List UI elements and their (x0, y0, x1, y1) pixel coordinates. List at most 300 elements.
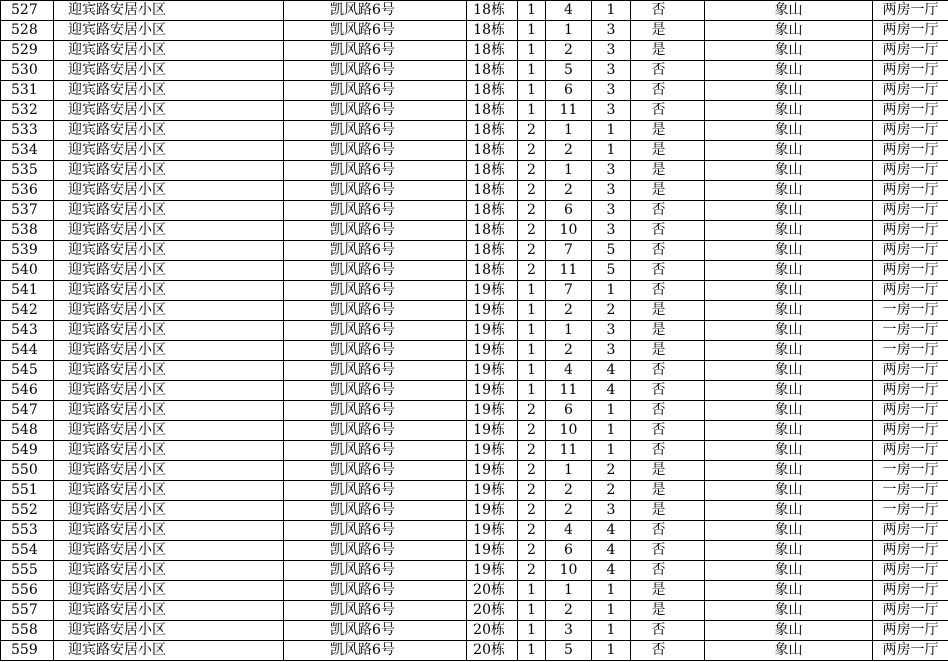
district-cell[interactable]: 象山 (705, 281, 873, 301)
table-row[interactable] (1, 221, 948, 241)
address-cell[interactable]: 凯风路6号 (284, 201, 467, 221)
layout-type-cell[interactable]: 一房一厅 (873, 461, 948, 481)
layout-type-cell[interactable]: 两房一厅 (873, 401, 948, 421)
layout-type-cell[interactable]: 两房一厅 (873, 61, 948, 81)
floor-cell[interactable]: 2 (546, 41, 592, 61)
floor-cell[interactable]: 2 (546, 141, 592, 161)
community-cell[interactable]: 迎宾路安居小区 (54, 141, 284, 161)
floor-cell[interactable]: 6 (546, 201, 592, 221)
table-row[interactable] (1, 541, 948, 561)
layout-type-cell[interactable]: 两房一厅 (873, 201, 948, 221)
community-cell[interactable]: 迎宾路安居小区 (54, 101, 284, 121)
address-cell[interactable]: 凯风路6号 (284, 221, 467, 241)
building-cell[interactable]: 19栋 (467, 341, 518, 361)
row-index-cell[interactable]: 528 (1, 21, 54, 41)
address-cell[interactable]: 凯风路6号 (284, 421, 467, 441)
flag-cell[interactable]: 是 (631, 141, 705, 161)
floor-cell[interactable]: 2 (546, 501, 592, 521)
address-cell[interactable]: 凯风路6号 (284, 141, 467, 161)
flag-cell[interactable]: 是 (631, 321, 705, 341)
row-index-cell[interactable]: 556 (1, 581, 54, 601)
row-index-cell[interactable]: 529 (1, 41, 54, 61)
table-row[interactable] (1, 141, 948, 161)
community-cell[interactable]: 迎宾路安居小区 (54, 521, 284, 541)
address-cell[interactable]: 凯风路6号 (284, 361, 467, 381)
floor-cell[interactable]: 4 (546, 1, 592, 21)
unit-cell[interactable]: 1 (518, 601, 546, 621)
room-cell[interactable]: 3 (592, 101, 631, 121)
building-cell[interactable]: 18栋 (467, 241, 518, 261)
layout-type-cell[interactable]: 两房一厅 (873, 281, 948, 301)
room-cell[interactable]: 1 (592, 441, 631, 461)
district-cell[interactable]: 象山 (705, 381, 873, 401)
district-cell[interactable]: 象山 (705, 481, 873, 501)
unit-cell[interactable]: 1 (518, 581, 546, 601)
district-cell[interactable]: 象山 (705, 341, 873, 361)
unit-cell[interactable]: 2 (518, 441, 546, 461)
floor-cell[interactable]: 2 (546, 341, 592, 361)
address-cell[interactable]: 凯风路6号 (284, 321, 467, 341)
layout-type-cell[interactable]: 两房一厅 (873, 221, 948, 241)
address-cell[interactable]: 凯风路6号 (284, 641, 467, 661)
building-cell[interactable]: 20栋 (467, 581, 518, 601)
flag-cell[interactable]: 否 (631, 281, 705, 301)
layout-type-cell[interactable]: 两房一厅 (873, 561, 948, 581)
layout-type-cell[interactable]: 两房一厅 (873, 621, 948, 641)
flag-cell[interactable]: 否 (631, 401, 705, 421)
floor-cell[interactable]: 1 (546, 21, 592, 41)
district-cell[interactable]: 象山 (705, 121, 873, 141)
flag-cell[interactable]: 是 (631, 501, 705, 521)
district-cell[interactable]: 象山 (705, 161, 873, 181)
flag-cell[interactable]: 否 (631, 241, 705, 261)
address-cell[interactable]: 凯风路6号 (284, 481, 467, 501)
table-row[interactable] (1, 1, 948, 21)
row-index-cell[interactable]: 542 (1, 301, 54, 321)
address-cell[interactable]: 凯风路6号 (284, 401, 467, 421)
table-row[interactable] (1, 261, 948, 281)
floor-cell[interactable]: 5 (546, 641, 592, 661)
room-cell[interactable]: 3 (592, 501, 631, 521)
address-cell[interactable]: 凯风路6号 (284, 581, 467, 601)
unit-cell[interactable]: 1 (518, 81, 546, 101)
address-cell[interactable]: 凯风路6号 (284, 101, 467, 121)
floor-cell[interactable]: 1 (546, 161, 592, 181)
room-cell[interactable]: 1 (592, 601, 631, 621)
district-cell[interactable]: 象山 (705, 41, 873, 61)
layout-type-cell[interactable]: 两房一厅 (873, 581, 948, 601)
table-row[interactable] (1, 201, 948, 221)
row-index-cell[interactable]: 533 (1, 121, 54, 141)
building-cell[interactable]: 19栋 (467, 321, 518, 341)
building-cell[interactable]: 19栋 (467, 441, 518, 461)
table-row[interactable] (1, 421, 948, 441)
address-cell[interactable]: 凯风路6号 (284, 161, 467, 181)
floor-cell[interactable]: 10 (546, 421, 592, 441)
district-cell[interactable]: 象山 (705, 141, 873, 161)
district-cell[interactable]: 象山 (705, 61, 873, 81)
row-index-cell[interactable]: 549 (1, 441, 54, 461)
room-cell[interactable]: 1 (592, 421, 631, 441)
address-cell[interactable]: 凯风路6号 (284, 521, 467, 541)
community-cell[interactable]: 迎宾路安居小区 (54, 221, 284, 241)
layout-type-cell[interactable]: 一房一厅 (873, 341, 948, 361)
floor-cell[interactable]: 5 (546, 61, 592, 81)
table-row[interactable] (1, 281, 948, 301)
flag-cell[interactable]: 是 (631, 461, 705, 481)
building-cell[interactable]: 19栋 (467, 301, 518, 321)
community-cell[interactable]: 迎宾路安居小区 (54, 401, 284, 421)
building-cell[interactable]: 18栋 (467, 221, 518, 241)
room-cell[interactable]: 1 (592, 581, 631, 601)
layout-type-cell[interactable]: 两房一厅 (873, 1, 948, 21)
layout-type-cell[interactable]: 两房一厅 (873, 241, 948, 261)
unit-cell[interactable]: 2 (518, 241, 546, 261)
row-index-cell[interactable]: 545 (1, 361, 54, 381)
district-cell[interactable]: 象山 (705, 421, 873, 441)
table-row[interactable] (1, 61, 948, 81)
flag-cell[interactable]: 否 (631, 381, 705, 401)
address-cell[interactable]: 凯风路6号 (284, 341, 467, 361)
building-cell[interactable]: 20栋 (467, 601, 518, 621)
building-cell[interactable]: 18栋 (467, 181, 518, 201)
flag-cell[interactable]: 是 (631, 161, 705, 181)
layout-type-cell[interactable]: 两房一厅 (873, 41, 948, 61)
unit-cell[interactable]: 2 (518, 141, 546, 161)
building-cell[interactable]: 18栋 (467, 201, 518, 221)
unit-cell[interactable]: 2 (518, 541, 546, 561)
floor-cell[interactable]: 6 (546, 81, 592, 101)
room-cell[interactable]: 1 (592, 281, 631, 301)
unit-cell[interactable]: 1 (518, 301, 546, 321)
building-cell[interactable]: 18栋 (467, 141, 518, 161)
floor-cell[interactable]: 10 (546, 561, 592, 581)
room-cell[interactable]: 1 (592, 1, 631, 21)
unit-cell[interactable]: 1 (518, 621, 546, 641)
building-cell[interactable]: 19栋 (467, 541, 518, 561)
floor-cell[interactable]: 2 (546, 601, 592, 621)
address-cell[interactable]: 凯风路6号 (284, 561, 467, 581)
building-cell[interactable]: 20栋 (467, 641, 518, 661)
room-cell[interactable]: 4 (592, 361, 631, 381)
community-cell[interactable]: 迎宾路安居小区 (54, 621, 284, 641)
layout-type-cell[interactable]: 一房一厅 (873, 301, 948, 321)
unit-cell[interactable]: 1 (518, 101, 546, 121)
community-cell[interactable]: 迎宾路安居小区 (54, 381, 284, 401)
room-cell[interactable]: 1 (592, 401, 631, 421)
district-cell[interactable]: 象山 (705, 521, 873, 541)
district-cell[interactable]: 象山 (705, 241, 873, 261)
district-cell[interactable]: 象山 (705, 541, 873, 561)
building-cell[interactable]: 19栋 (467, 481, 518, 501)
room-cell[interactable]: 3 (592, 21, 631, 41)
room-cell[interactable]: 5 (592, 261, 631, 281)
room-cell[interactable]: 5 (592, 241, 631, 261)
floor-cell[interactable]: 3 (546, 621, 592, 641)
flag-cell[interactable]: 否 (631, 101, 705, 121)
floor-cell[interactable]: 1 (546, 461, 592, 481)
community-cell[interactable]: 迎宾路安居小区 (54, 441, 284, 461)
building-cell[interactable]: 19栋 (467, 561, 518, 581)
address-cell[interactable]: 凯风路6号 (284, 601, 467, 621)
layout-type-cell[interactable]: 一房一厅 (873, 481, 948, 501)
table-row[interactable] (1, 561, 948, 581)
community-cell[interactable]: 迎宾路安居小区 (54, 461, 284, 481)
layout-type-cell[interactable]: 一房一厅 (873, 321, 948, 341)
flag-cell[interactable]: 否 (631, 521, 705, 541)
unit-cell[interactable]: 2 (518, 221, 546, 241)
table-row[interactable] (1, 341, 948, 361)
floor-cell[interactable]: 4 (546, 521, 592, 541)
address-cell[interactable]: 凯风路6号 (284, 121, 467, 141)
community-cell[interactable]: 迎宾路安居小区 (54, 181, 284, 201)
row-index-cell[interactable]: 558 (1, 621, 54, 641)
community-cell[interactable]: 迎宾路安居小区 (54, 161, 284, 181)
floor-cell[interactable]: 7 (546, 281, 592, 301)
flag-cell[interactable]: 否 (631, 441, 705, 461)
address-cell[interactable]: 凯风路6号 (284, 21, 467, 41)
unit-cell[interactable]: 1 (518, 321, 546, 341)
room-cell[interactable]: 1 (592, 121, 631, 141)
floor-cell[interactable]: 6 (546, 541, 592, 561)
layout-type-cell[interactable]: 两房一厅 (873, 361, 948, 381)
address-cell[interactable]: 凯风路6号 (284, 181, 467, 201)
row-index-cell[interactable]: 554 (1, 541, 54, 561)
address-cell[interactable]: 凯风路6号 (284, 81, 467, 101)
floor-cell[interactable]: 1 (546, 121, 592, 141)
building-cell[interactable]: 19栋 (467, 421, 518, 441)
building-cell[interactable]: 18栋 (467, 1, 518, 21)
row-index-cell[interactable]: 530 (1, 61, 54, 81)
address-cell[interactable]: 凯风路6号 (284, 441, 467, 461)
floor-cell[interactable]: 1 (546, 321, 592, 341)
row-index-cell[interactable]: 540 (1, 261, 54, 281)
layout-type-cell[interactable]: 一房一厅 (873, 501, 948, 521)
floor-cell[interactable]: 6 (546, 401, 592, 421)
community-cell[interactable]: 迎宾路安居小区 (54, 361, 284, 381)
address-cell[interactable]: 凯风路6号 (284, 461, 467, 481)
row-index-cell[interactable]: 536 (1, 181, 54, 201)
building-cell[interactable]: 19栋 (467, 381, 518, 401)
community-cell[interactable]: 迎宾路安居小区 (54, 601, 284, 621)
layout-type-cell[interactable]: 两房一厅 (873, 541, 948, 561)
unit-cell[interactable]: 2 (518, 421, 546, 441)
table-row[interactable] (1, 181, 948, 201)
layout-type-cell[interactable]: 两房一厅 (873, 641, 948, 661)
community-cell[interactable]: 迎宾路安居小区 (54, 81, 284, 101)
address-cell[interactable]: 凯风路6号 (284, 1, 467, 21)
row-index-cell[interactable]: 532 (1, 101, 54, 121)
flag-cell[interactable]: 是 (631, 41, 705, 61)
floor-cell[interactable]: 7 (546, 241, 592, 261)
district-cell[interactable]: 象山 (705, 261, 873, 281)
row-index-cell[interactable]: 555 (1, 561, 54, 581)
layout-type-cell[interactable]: 两房一厅 (873, 121, 948, 141)
row-index-cell[interactable]: 539 (1, 241, 54, 261)
address-cell[interactable]: 凯风路6号 (284, 61, 467, 81)
district-cell[interactable]: 象山 (705, 101, 873, 121)
community-cell[interactable]: 迎宾路安居小区 (54, 581, 284, 601)
flag-cell[interactable]: 否 (631, 641, 705, 661)
table-row[interactable] (1, 601, 948, 621)
flag-cell[interactable]: 是 (631, 181, 705, 201)
flag-cell[interactable]: 否 (631, 81, 705, 101)
table-row[interactable] (1, 401, 948, 421)
table-row[interactable] (1, 621, 948, 641)
building-cell[interactable]: 19栋 (467, 401, 518, 421)
floor-cell[interactable]: 2 (546, 181, 592, 201)
unit-cell[interactable]: 1 (518, 1, 546, 21)
layout-type-cell[interactable]: 两房一厅 (873, 421, 948, 441)
table-row[interactable] (1, 101, 948, 121)
flag-cell[interactable]: 是 (631, 601, 705, 621)
flag-cell[interactable]: 是 (631, 21, 705, 41)
building-cell[interactable]: 18栋 (467, 61, 518, 81)
layout-type-cell[interactable]: 两房一厅 (873, 381, 948, 401)
unit-cell[interactable]: 1 (518, 61, 546, 81)
building-cell[interactable]: 18栋 (467, 81, 518, 101)
table-row[interactable] (1, 641, 948, 661)
flag-cell[interactable]: 否 (631, 621, 705, 641)
room-cell[interactable]: 3 (592, 81, 631, 101)
floor-cell[interactable]: 2 (546, 481, 592, 501)
unit-cell[interactable]: 2 (518, 181, 546, 201)
table-row[interactable] (1, 21, 948, 41)
row-index-cell[interactable]: 543 (1, 321, 54, 341)
flag-cell[interactable]: 是 (631, 341, 705, 361)
building-cell[interactable]: 19栋 (467, 461, 518, 481)
address-cell[interactable]: 凯风路6号 (284, 301, 467, 321)
district-cell[interactable]: 象山 (705, 1, 873, 21)
row-index-cell[interactable]: 527 (1, 1, 54, 21)
building-cell[interactable]: 18栋 (467, 161, 518, 181)
layout-type-cell[interactable]: 两房一厅 (873, 21, 948, 41)
district-cell[interactable]: 象山 (705, 21, 873, 41)
layout-type-cell[interactable]: 两房一厅 (873, 441, 948, 461)
flag-cell[interactable]: 否 (631, 361, 705, 381)
row-index-cell[interactable]: 551 (1, 481, 54, 501)
unit-cell[interactable]: 2 (518, 201, 546, 221)
room-cell[interactable]: 4 (592, 521, 631, 541)
address-cell[interactable]: 凯风路6号 (284, 241, 467, 261)
unit-cell[interactable]: 1 (518, 341, 546, 361)
room-cell[interactable]: 2 (592, 481, 631, 501)
floor-cell[interactable]: 1 (546, 581, 592, 601)
table-row[interactable] (1, 521, 948, 541)
district-cell[interactable]: 象山 (705, 81, 873, 101)
row-index-cell[interactable]: 538 (1, 221, 54, 241)
layout-type-cell[interactable]: 两房一厅 (873, 161, 948, 181)
address-cell[interactable]: 凯风路6号 (284, 541, 467, 561)
floor-cell[interactable]: 2 (546, 301, 592, 321)
community-cell[interactable]: 迎宾路安居小区 (54, 41, 284, 61)
unit-cell[interactable]: 2 (518, 521, 546, 541)
layout-type-cell[interactable]: 两房一厅 (873, 261, 948, 281)
unit-cell[interactable]: 2 (518, 401, 546, 421)
community-cell[interactable]: 迎宾路安居小区 (54, 541, 284, 561)
table-row[interactable] (1, 81, 948, 101)
room-cell[interactable]: 4 (592, 381, 631, 401)
building-cell[interactable]: 20栋 (467, 621, 518, 641)
district-cell[interactable]: 象山 (705, 361, 873, 381)
row-index-cell[interactable]: 550 (1, 461, 54, 481)
room-cell[interactable]: 3 (592, 201, 631, 221)
unit-cell[interactable]: 2 (518, 501, 546, 521)
room-cell[interactable]: 3 (592, 41, 631, 61)
room-cell[interactable]: 2 (592, 301, 631, 321)
row-index-cell[interactable]: 537 (1, 201, 54, 221)
district-cell[interactable]: 象山 (705, 561, 873, 581)
community-cell[interactable]: 迎宾路安居小区 (54, 201, 284, 221)
layout-type-cell[interactable]: 两房一厅 (873, 181, 948, 201)
room-cell[interactable]: 1 (592, 141, 631, 161)
room-cell[interactable]: 3 (592, 221, 631, 241)
building-cell[interactable]: 18栋 (467, 41, 518, 61)
row-index-cell[interactable]: 553 (1, 521, 54, 541)
table-row[interactable] (1, 301, 948, 321)
district-cell[interactable]: 象山 (705, 581, 873, 601)
flag-cell[interactable]: 否 (631, 1, 705, 21)
layout-type-cell[interactable]: 两房一厅 (873, 81, 948, 101)
address-cell[interactable]: 凯风路6号 (284, 261, 467, 281)
room-cell[interactable]: 4 (592, 561, 631, 581)
row-index-cell[interactable]: 541 (1, 281, 54, 301)
unit-cell[interactable]: 1 (518, 381, 546, 401)
room-cell[interactable]: 4 (592, 541, 631, 561)
flag-cell[interactable]: 是 (631, 301, 705, 321)
row-index-cell[interactable]: 544 (1, 341, 54, 361)
row-index-cell[interactable]: 548 (1, 421, 54, 441)
building-cell[interactable]: 18栋 (467, 121, 518, 141)
unit-cell[interactable]: 1 (518, 361, 546, 381)
building-cell[interactable]: 18栋 (467, 21, 518, 41)
table-row[interactable] (1, 321, 948, 341)
room-cell[interactable]: 1 (592, 621, 631, 641)
community-cell[interactable]: 迎宾路安居小区 (54, 641, 284, 661)
district-cell[interactable]: 象山 (705, 641, 873, 661)
table-row[interactable] (1, 361, 948, 381)
district-cell[interactable]: 象山 (705, 441, 873, 461)
room-cell[interactable]: 2 (592, 461, 631, 481)
community-cell[interactable]: 迎宾路安居小区 (54, 121, 284, 141)
address-cell[interactable]: 凯风路6号 (284, 381, 467, 401)
district-cell[interactable]: 象山 (705, 181, 873, 201)
unit-cell[interactable]: 2 (518, 161, 546, 181)
community-cell[interactable]: 迎宾路安居小区 (54, 481, 284, 501)
community-cell[interactable]: 迎宾路安居小区 (54, 281, 284, 301)
table-row[interactable] (1, 161, 948, 181)
flag-cell[interactable]: 否 (631, 201, 705, 221)
row-index-cell[interactable]: 534 (1, 141, 54, 161)
layout-type-cell[interactable]: 两房一厅 (873, 101, 948, 121)
building-cell[interactable]: 19栋 (467, 501, 518, 521)
unit-cell[interactable]: 2 (518, 561, 546, 581)
community-cell[interactable]: 迎宾路安居小区 (54, 1, 284, 21)
building-cell[interactable]: 18栋 (467, 101, 518, 121)
layout-type-cell[interactable]: 两房一厅 (873, 141, 948, 161)
address-cell[interactable]: 凯风路6号 (284, 41, 467, 61)
district-cell[interactable]: 象山 (705, 201, 873, 221)
row-index-cell[interactable]: 535 (1, 161, 54, 181)
district-cell[interactable]: 象山 (705, 321, 873, 341)
unit-cell[interactable]: 1 (518, 21, 546, 41)
unit-cell[interactable]: 2 (518, 121, 546, 141)
table-row[interactable] (1, 121, 948, 141)
layout-type-cell[interactable]: 两房一厅 (873, 521, 948, 541)
table-row[interactable] (1, 461, 948, 481)
district-cell[interactable]: 象山 (705, 401, 873, 421)
room-cell[interactable]: 3 (592, 161, 631, 181)
